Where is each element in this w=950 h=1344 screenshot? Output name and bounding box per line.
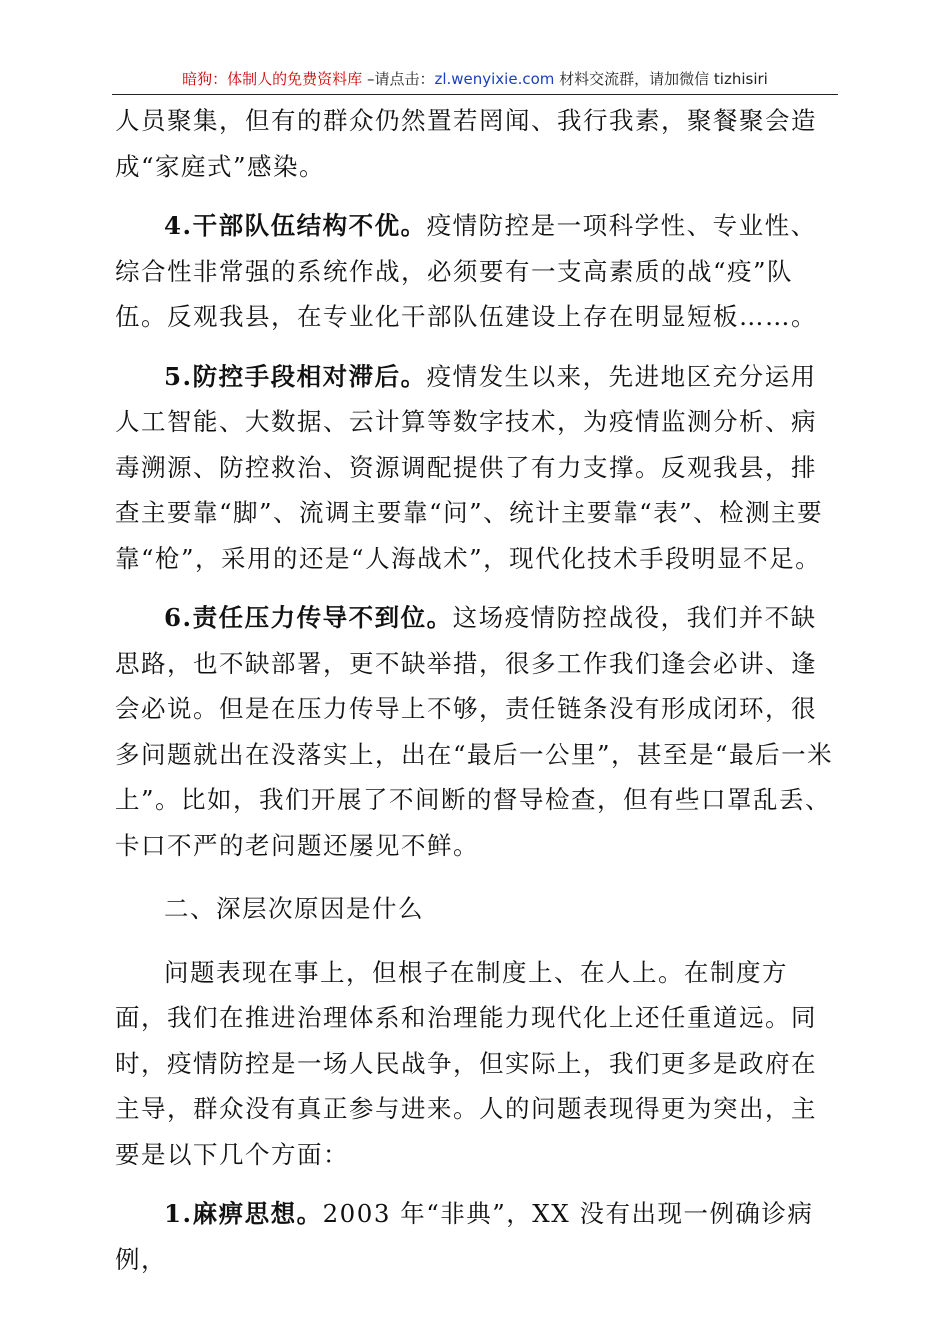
paragraph-6-body: 这场疫情防控战役，我们并不缺思路，也不缺部署，更不缺举措，很多工作我们逢会必讲、逢会必说。但是在压力传导上不够，责任链条没有形成闭环，很多问题就出在没落实上，出在“最后一公里”，甚至是“最后一米上”。比如，我们开展了不间断的督导检查，但有些口罩乱丢、卡口不严的老问题还屡见不鲜。 xyxy=(115,603,834,860)
paragraph-6 xyxy=(115,595,835,868)
header-site-name: 暗狗：体制人的免费资料库 xyxy=(182,70,363,88)
document-body xyxy=(115,98,835,1282)
paragraph-intro: 问题表现在事上，但根子在制度上、在人上。在制度方面，我们在推进治理体系和治理能力现代化上还任重道远。同时，疫情防控是一场人民战争，但实际上，我们更多是政府在主导，群众没有真正参与进来。人的问题表现得更为突出，主要是以下几个方面： xyxy=(115,957,817,1169)
paragraph-1-body: 2003 年“非典”，XX 没有出现一例确诊病例， xyxy=(115,1199,814,1274)
paragraph-4-title: 4.干部队伍结构不优。 xyxy=(164,211,427,240)
header-url-link[interactable]: zl.wenyixie.com xyxy=(434,70,555,88)
section-heading: 二、深层次原因是什么 xyxy=(164,894,424,923)
page-header-watermark xyxy=(112,64,838,95)
paragraph-5-body: 疫情发生以来，先进地区充分运用人工智能、大数据、云计算等数字技术，为疫情监测分析、病毒溯源、防控救治、资源调配提供了有力支撑。反观我县，排查主要靠“脚”、流调主要靠“问”、统计主要靠“表”、检测主要靠“枪”，采用的还是“人海战术”，现代化技术手段明显不足。 xyxy=(115,361,824,573)
header-wechat-note: 材料交流群，请加微信 tizhisiri xyxy=(554,70,768,88)
header-click-prompt: –请点击： xyxy=(362,70,435,88)
paragraph-6-title: 6.责任压力传导不到位。 xyxy=(164,603,453,632)
paragraph-1 xyxy=(115,1191,835,1282)
paragraph-1-title: 1.麻痹思想。 xyxy=(164,1199,323,1228)
paragraph-5 xyxy=(115,354,835,582)
paragraph-4-body: 疫情防控是一项科学性、专业性、综合性非常强的系统作战，必须要有一支高素质的战“疫”队伍。反观我县，在专业化干部队伍建设上存在明显短板……。 xyxy=(115,211,817,331)
paragraph-continued: 人员聚集，但有的群众仍然置若罔闻、我行我素，聚餐聚会造成“家庭式”感染。 xyxy=(115,106,817,181)
paragraph-4 xyxy=(115,203,835,340)
paragraph-5-title: 5.防控手段相对滞后。 xyxy=(164,361,427,391)
